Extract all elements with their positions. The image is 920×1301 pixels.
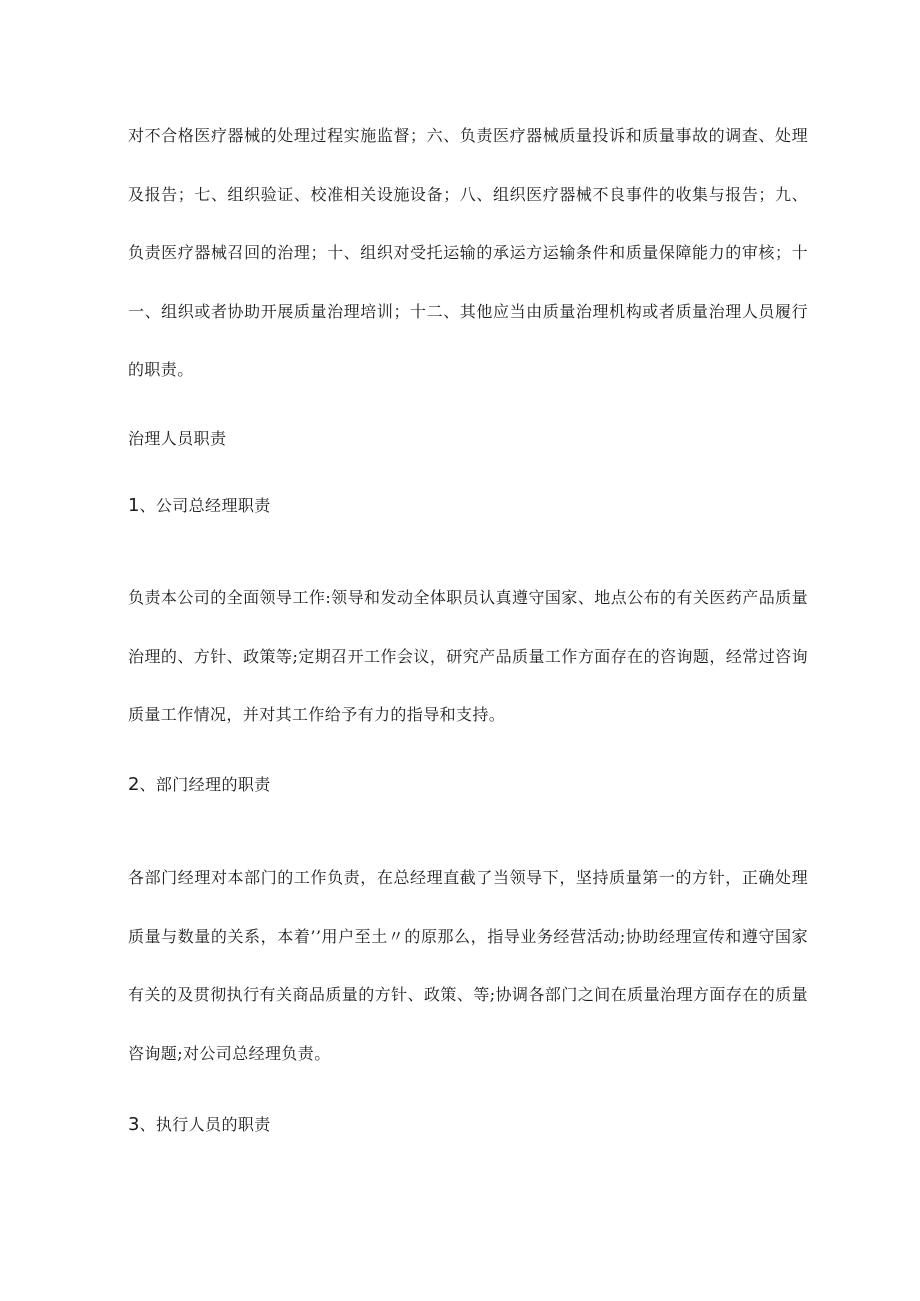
heading-department-manager [128,773,271,797]
heading-general-manager [128,494,271,518]
heading-text: 、执行人员的职责 [139,1115,271,1134]
department-manager-paragraph: 各部门经理对本部门的工作负责，在总经理直截了当领导下，坚持质量第一的方针，正确处理质量与数量的关系，本着’’用户至土〃的原那么，指导业务经营活动;协助经理宣传和遵守国家有关的及贯彻执行有关商品质量的方针、政策、等;协调各部门之间在质量治理方面存在的质量咨询题;对公司总经理负责。 [128,868,808,1063]
heading-text: 、公司总经理职责 [139,496,271,515]
intro-paragraph: 对不合格医疗器械的处理过程实施监督；六、负责医疗器械质量投诉和质量事故的调查、处理及报告；七、组织验证、校准相关设施设备；八、组织医疗器械不良事件的收集与报告；九、负责医疗器械召回的治理；十、组织对受托运输的承运方运输条件和质量保障能力的审核；十一、组织或者协助开展质量治理培训；十二、其他应当由质量治理机构或者质量治理人员履行的职责。 [128,126,808,379]
heading-number: 1 [128,495,140,516]
heading-text: 、部门经理的职责 [139,775,271,794]
heading-number: 3 [128,1114,140,1135]
heading-executive-staff [128,1113,271,1137]
section-title: 治理人员职责 [128,429,227,448]
heading-number: 2 [128,774,140,795]
general-manager-paragraph: 负责本公司的全面领导工作:领导和发动全体职员认真遵守国家、地点公布的有关医药产品质量治理的、方针、政策等;定期召开工作会议，研究产品质量工作方面存在的咨询题，经常过咨询质量工作情况，并对其工作给予有力的指导和支持。 [128,588,808,724]
